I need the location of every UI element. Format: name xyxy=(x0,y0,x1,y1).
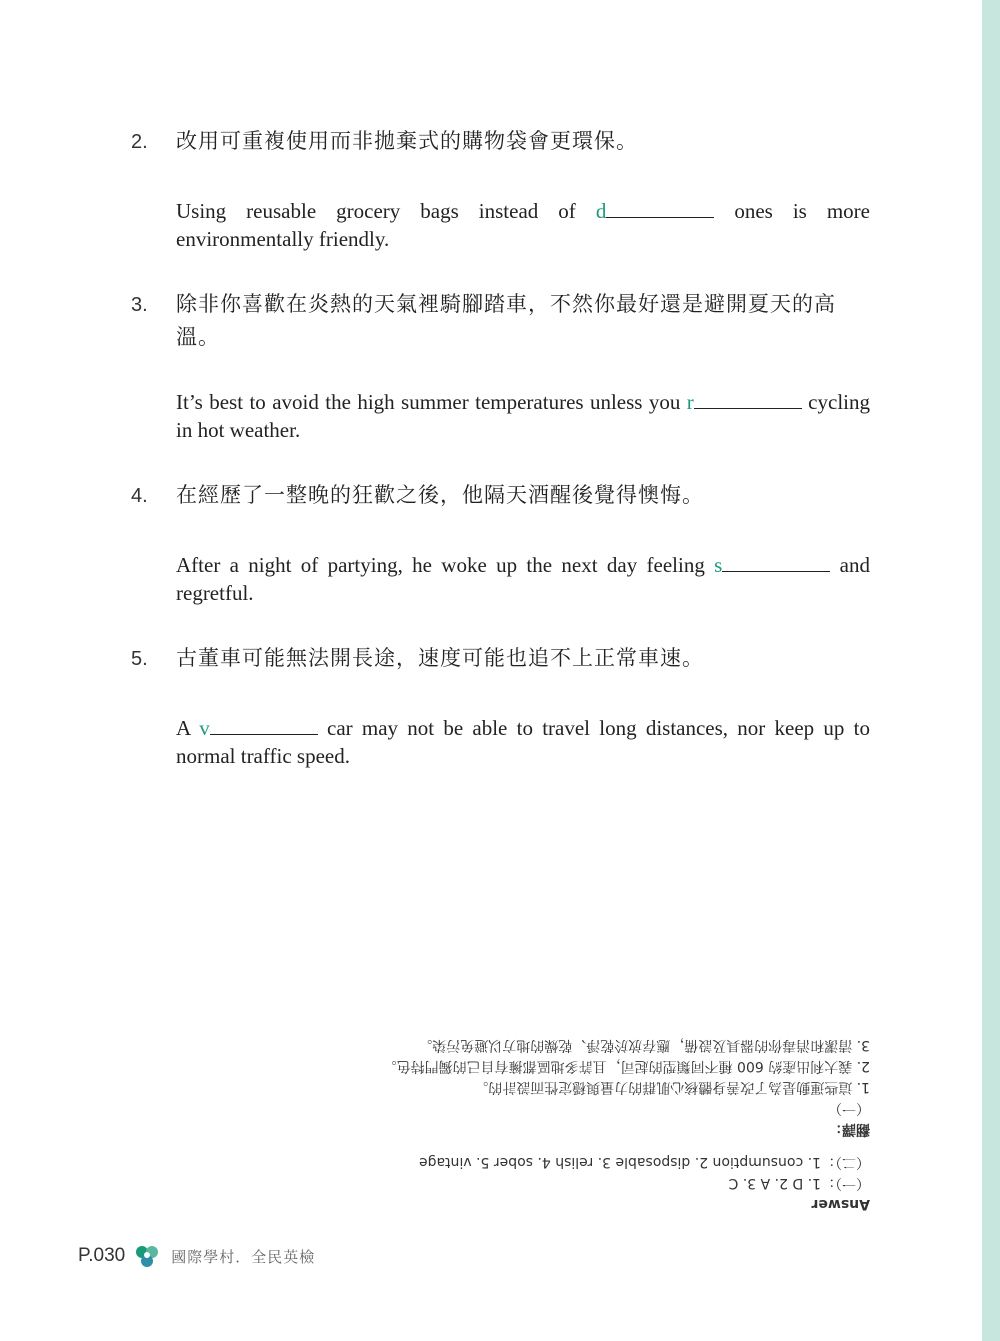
answer-blank[interactable] xyxy=(694,390,802,409)
item-number: 4. xyxy=(131,485,148,507)
translation-line: 2. 義大利出產約 600 種不同類型的起司，且許多地區都擁有自己的獨門特色。 xyxy=(382,1058,870,1074)
translation-line: 1. 這些運動是為了改善身體核心肌群的力量與穩定性而設計的。 xyxy=(474,1079,870,1095)
answer-part-1: （一）：1. D 2. A 3. C xyxy=(728,1175,870,1191)
translation-heading: 翻譯： xyxy=(828,1121,870,1137)
english-sentence: A v car may not be able to travel long distances, nor keep up to normal traffic speed. xyxy=(176,716,870,768)
hint-letter: d xyxy=(595,199,607,223)
answer-part-2: （二）：1. consumption 2. disposable 3. relish 4. sober 5. vintage xyxy=(418,1154,870,1170)
answer-blank[interactable] xyxy=(210,716,318,735)
publisher-logo-icon xyxy=(133,1243,161,1269)
item-number: 2. xyxy=(131,131,148,153)
english-sentence: After a night of partying, he woke up the next day feeling s and regretful. xyxy=(176,553,871,605)
chinese-sentence: 古董車可能無法開長途，速度可能也追不上正常車速。 xyxy=(176,646,704,670)
chinese-sentence: 改用可重複使用而非拋棄式的購物袋會更環保。 xyxy=(176,129,638,153)
item-number: 5. xyxy=(131,648,148,670)
hint-letter: r xyxy=(686,390,694,414)
hint-letter: s xyxy=(714,553,723,577)
side-color-band xyxy=(982,0,1000,1341)
chinese-sentence: 在經歷了一整晚的狂歡之後，他隔天酒醒後覺得懊悔。 xyxy=(176,483,704,507)
page-number: P.030 xyxy=(78,1245,126,1266)
hint-letter: v xyxy=(199,716,210,740)
footer-title: 國際學村．全民英檢 xyxy=(171,1247,316,1266)
english-sentence: Using reusable grocery bags instead of d ones is more environmentally friendly. xyxy=(176,199,870,251)
english-sentence: It’s best to avoid the high summer temperatures unless you r cycling in hot weather. xyxy=(176,390,870,442)
item-number: 3. xyxy=(131,294,148,316)
answer-blank[interactable] xyxy=(722,553,830,572)
answer-heading: Answer xyxy=(811,1196,870,1212)
page-footer xyxy=(78,1243,315,1269)
chinese-sentence: 除非你喜歡在炎熱的天氣裡騎腳踏車，不然你最好還是避開夏天的高溫。 xyxy=(176,292,836,349)
answer-blank[interactable] xyxy=(606,199,714,218)
translation-line: 3. 清潔和消毒你的器具及設備，應存放於乾淨、乾燥的地方以避免污染。 xyxy=(418,1037,870,1053)
answer-key xyxy=(330,1004,870,1214)
translation-part: （一） xyxy=(828,1100,870,1116)
